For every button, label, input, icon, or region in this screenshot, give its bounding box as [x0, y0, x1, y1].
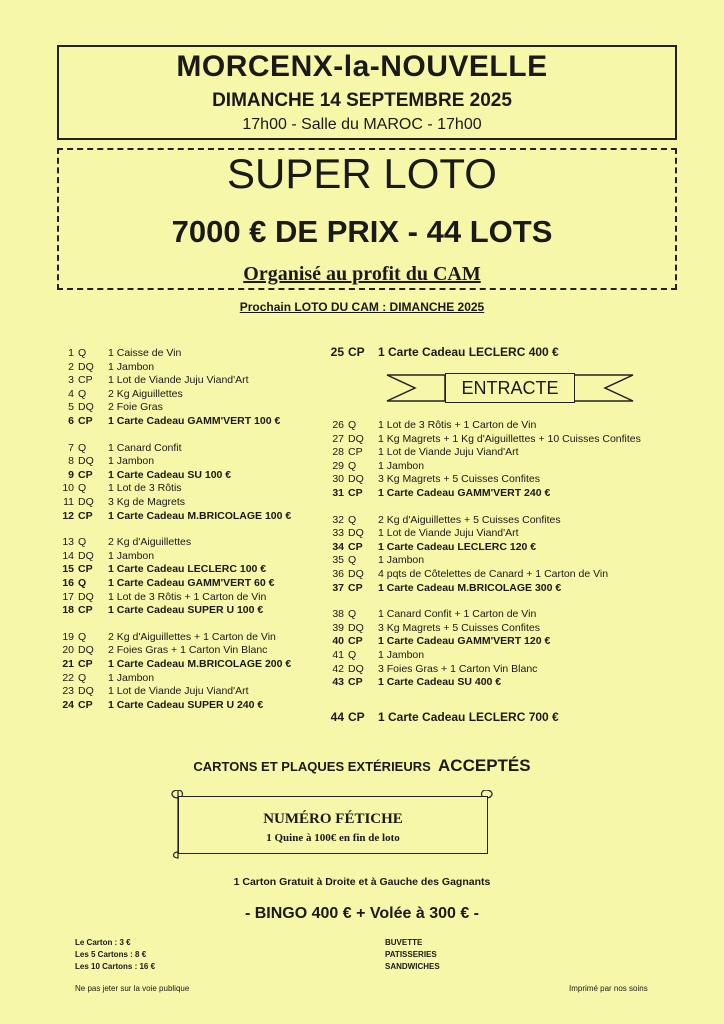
lot-text: 1 Carte Cadeau M.BRICOLAGE 200 € [108, 658, 292, 670]
event-title: SUPER LOTO [227, 150, 497, 197]
lot-code: DQ [348, 432, 364, 445]
lot-code: Q [78, 347, 87, 359]
lot-code: Q [78, 536, 87, 549]
lot-row [40, 684, 249, 698]
lot-text: 1 Kg Magrets + 1 Kg d'Aiguillettes + 10 Cuisses Confites [378, 432, 641, 445]
lot-text: 2 Kg d'Aiguillettes [108, 536, 192, 549]
lot-code: Q [348, 608, 357, 621]
lot-number: 39 [332, 621, 344, 634]
lot-number: 22 [62, 671, 74, 684]
lot-row [40, 549, 154, 563]
event-prizes: 7000 € DE PRIX - 44 LOTS [171, 214, 553, 249]
lot-code: DQ [78, 549, 94, 562]
accepted-notice: CARTONS ET PLAQUES EXTÉRIEURS ACCEPTÉS [193, 756, 531, 775]
lot-text: 3 Kg Magrets + 5 Cuisses Confites [378, 473, 540, 486]
fetiche-scroll [168, 790, 496, 860]
lot-row [40, 373, 249, 387]
lot-row [40, 387, 183, 401]
footer-left: Ne pas jeter sur la voie publique [75, 984, 190, 993]
lot-code: CP [78, 509, 93, 522]
lot-code: CP [348, 676, 363, 689]
lot-code: CP [78, 415, 93, 427]
buvette: BUVETTE [385, 938, 423, 947]
lot-code: DQ [348, 527, 364, 540]
lot-number: 12 [62, 509, 74, 522]
lot-number: 34 [332, 540, 344, 553]
lot-text: 1 Carte Cadeau SU 100 € [108, 468, 232, 481]
lot-row [310, 459, 424, 473]
lot-number: 5 [68, 401, 74, 414]
lot-number: 16 [62, 577, 74, 589]
lot-code: Q [348, 513, 357, 526]
patisseries: PATISSERIES [385, 950, 437, 959]
lot-row [40, 495, 185, 509]
lot-text: 2 Kg d'Aiguillettes + 5 Cuisses Confites [378, 513, 561, 526]
lot-text: 1 Jambon [108, 360, 155, 373]
lot-number: 23 [62, 685, 74, 698]
lot-text: 1 Canard Confit [108, 441, 182, 454]
lot-row [40, 698, 263, 712]
fetiche-title: NUMÉRO FÉTICHE [263, 811, 403, 827]
event-date: DIMANCHE 14 SEPTEMBRE 2025 [212, 90, 512, 111]
lot-number: 7 [68, 441, 74, 454]
lot-number: 9 [68, 468, 74, 481]
lot-row [310, 662, 537, 676]
lot-number: 13 [62, 536, 74, 549]
lot-number: 29 [332, 459, 344, 472]
lot-text: 1 Caisse de Vin [108, 347, 182, 359]
lot-row [310, 418, 536, 432]
fetiche-panel [178, 796, 488, 854]
lot-row [40, 562, 266, 576]
price-10: Les 10 Cartons : 16 € [75, 962, 156, 971]
lot-row [310, 675, 501, 689]
lot-row [40, 454, 154, 468]
lot-row [40, 603, 263, 617]
lot-row [310, 634, 550, 648]
lot-text: 2 Foies Gras + 1 Carton Vin Blanc [108, 644, 268, 657]
lot-text: 1 Carte Cadeau LECLERC 120 € [378, 540, 537, 553]
lot-row [310, 540, 536, 554]
fetiche-sub: 1 Quine à 100€ en fin de loto [266, 832, 400, 844]
lot-number: 30 [332, 473, 344, 486]
lot-code: CP [78, 658, 93, 670]
lot-text: 1 Carte Cadeau GAMM'VERT 100 € [108, 415, 281, 427]
lot-number: 14 [62, 549, 74, 562]
lot-code: CP [78, 604, 93, 617]
lot-text: 4 pqts de Côtelettes de Canard + 1 Carton de Vin [378, 568, 609, 580]
lot-number: 32 [332, 513, 344, 526]
lot-row [310, 486, 550, 500]
lot-row [310, 648, 424, 662]
lot-number: 33 [332, 527, 344, 540]
buvette-list [385, 937, 440, 973]
lot-row [40, 441, 182, 455]
lot-number: 27 [332, 432, 344, 445]
lot-row [40, 630, 276, 644]
lot-text: 1 Lot de Viande Juju Viand'Art [378, 527, 519, 540]
lot-text: 1 Carte Cadeau SU 400 € [378, 676, 502, 689]
lot-row [40, 481, 182, 495]
lot-number: 43 [332, 676, 344, 689]
lot-row [40, 509, 291, 523]
lot-text: 2 Kg d'Aiguillettes + 1 Carton de Vin [108, 630, 276, 643]
lot-row [40, 671, 154, 685]
free-card-notice: 1 Carton Gratuit à Droite et à Gauche des Gagnants [233, 876, 491, 888]
lot-text: 1 Carte Cadeau GAMM'VERT 240 € [378, 487, 551, 499]
lot-text: 2 Kg Aiguillettes [108, 387, 183, 400]
lot-number: 28 [332, 446, 344, 459]
lot-code: DQ [78, 496, 94, 508]
lot-number: 36 [332, 568, 344, 580]
lot-number: 37 [332, 581, 344, 594]
lot-code: DQ [78, 590, 94, 603]
lot-code: DQ [348, 662, 364, 675]
lot-row [40, 346, 181, 360]
lot-number: 15 [62, 563, 74, 576]
lot-text: 3 Kg Magrets + 5 Cuisses Confites [378, 621, 540, 634]
lot-code: CP [348, 540, 363, 553]
lot-text: 1 Jambon [108, 671, 155, 684]
event-organizer: Organisé au profit du CAM [243, 263, 481, 285]
sandwiches: SANDWICHES [385, 962, 440, 971]
lot-text: 1 Jambon [378, 554, 425, 567]
lot-code: Q [78, 671, 87, 684]
lot-code: CP [78, 698, 93, 711]
lot-number: 1 [68, 347, 74, 359]
lot-code: Q [348, 459, 357, 472]
lot-row [310, 432, 641, 446]
lot-text: 1 Lot de Viande Juju Viand'Art [108, 374, 249, 387]
lot-text: 1 Lot de 3 Rôtis + 1 Carton de Vin [108, 590, 267, 603]
lot-text: 1 Lot de 3 Rôtis + 1 Carton de Vin [378, 419, 537, 431]
lot-row [40, 535, 191, 549]
lot-number: 24 [62, 698, 74, 711]
lot-text: 3 Kg de Magrets [108, 496, 186, 508]
lot-code: CP [78, 563, 93, 576]
time-place: 17h00 - Salle du MAROC - 17h00 [242, 116, 482, 133]
lot-code: DQ [78, 644, 94, 657]
lot-text: 1 Lot de Viande Juju Viand'Art [108, 685, 249, 698]
lot-row [310, 445, 519, 459]
lot-code: CP [348, 446, 363, 459]
lot-row [310, 472, 540, 486]
lot-code: DQ [78, 455, 94, 468]
lot-row [310, 607, 536, 621]
lot-number: 2 [68, 360, 74, 373]
lot-number: 17 [62, 590, 74, 603]
lot-text: 1 Jambon [378, 459, 425, 472]
next-loto: Prochain LOTO DU CAM : DIMANCHE 2025 [239, 300, 485, 314]
lot-number: 4 [68, 387, 74, 400]
lot-number: 19 [62, 630, 74, 643]
lot-number: 38 [332, 608, 344, 621]
lot-code: Q [78, 482, 87, 495]
lot-row [310, 513, 561, 527]
lot-code: Q [78, 387, 87, 400]
lot-row [40, 576, 274, 590]
lot-text: 2 Foie Gras [108, 401, 163, 414]
lot-code: CP [78, 374, 93, 387]
lot-number: 40 [332, 635, 344, 648]
lot-text: 1 Carte Cadeau M.BRICOLAGE 100 € [108, 509, 292, 522]
lot-text: 1 Carte Cadeau M.BRICOLAGE 300 € [378, 581, 562, 594]
lot-code: Q [78, 441, 87, 454]
lot-code: CP [348, 487, 363, 499]
lot-number: 10 [62, 482, 74, 495]
lot-number: 35 [332, 554, 344, 567]
lot-code: DQ [348, 621, 364, 634]
lot-row [40, 468, 231, 482]
lot-code: DQ [78, 360, 94, 373]
lot-code: Q [348, 554, 357, 567]
town-title: MORCENX-la-NOUVELLE [176, 50, 548, 83]
lot-code: DQ [348, 473, 364, 486]
lot-number: 11 [63, 496, 74, 508]
lot-code: Q [78, 630, 87, 643]
lot-number: 31 [332, 487, 344, 499]
lot-row [40, 643, 267, 657]
lot-row [40, 400, 163, 414]
lot-text: 1 Canard Confit + 1 Carton de Vin [378, 608, 537, 621]
bingo-line: - BINGO 400 € + Volée à 300 € - [244, 905, 480, 922]
lot-text: 1 Lot de 3 Rôtis [108, 482, 182, 495]
lot-text: 1 Lot de Viande Juju Viand'Art [378, 446, 519, 459]
lot-text: 3 Foies Gras + 1 Carton Vin Blanc [378, 662, 538, 675]
lot-code: DQ [78, 401, 94, 414]
lot-code: CP [348, 581, 363, 594]
price-list [75, 937, 155, 973]
lot-text: 1 Jambon [378, 649, 425, 661]
lot-number: 21 [62, 658, 74, 670]
entracte-label: ENTRACTE [445, 373, 575, 403]
price-1: Le Carton : 3 € [75, 938, 131, 947]
lot-44: 44 CP 1 Carte Cadeau LECLERC 700 € [330, 710, 559, 724]
lot-number: 3 [68, 374, 74, 387]
lot-row [40, 360, 154, 374]
lot-code: Q [78, 577, 87, 589]
lot-row [40, 590, 266, 604]
lot-25: 25 CP 1 Carte Cadeau LECLERC 400 € [330, 345, 559, 359]
lot-text: 1 Carte Cadeau LECLERC 100 € [108, 563, 267, 576]
lot-row [40, 657, 291, 671]
lot-number: 6 [68, 415, 74, 427]
lot-code: Q [348, 649, 357, 661]
lot-number: 42 [332, 662, 344, 675]
lot-row [310, 526, 519, 540]
lot-number: 8 [68, 455, 74, 468]
price-5: Les 5 Cartons : 8 € [75, 950, 147, 959]
lot-number: 26 [332, 419, 344, 431]
lot-text: 1 Carte Cadeau SUPER U 100 € [108, 604, 264, 617]
lot-code: DQ [348, 568, 364, 580]
lot-code: DQ [78, 685, 94, 698]
lot-number: 18 [62, 604, 74, 617]
lot-row [40, 414, 280, 428]
lot-text: 1 Carte Cadeau SUPER U 240 € [108, 698, 264, 711]
lot-number: 41 [332, 649, 344, 661]
lot-code: CP [78, 468, 93, 481]
lot-number: 20 [62, 644, 74, 657]
lot-row [310, 621, 540, 635]
lot-row [310, 553, 424, 567]
lot-row [310, 567, 608, 581]
footer-right: Imprimé par nos soins [569, 984, 648, 993]
lot-code: CP [348, 635, 363, 648]
lot-text: 1 Carte Cadeau GAMM'VERT 60 € [108, 577, 275, 589]
lot-text: 1 Jambon [108, 455, 155, 468]
lot-text: 1 Carte Cadeau GAMM'VERT 120 € [378, 635, 551, 648]
entracte-banner [385, 373, 635, 403]
lot-code: Q [348, 419, 357, 431]
lot-row [310, 581, 561, 595]
lot-text: 1 Jambon [108, 549, 155, 562]
